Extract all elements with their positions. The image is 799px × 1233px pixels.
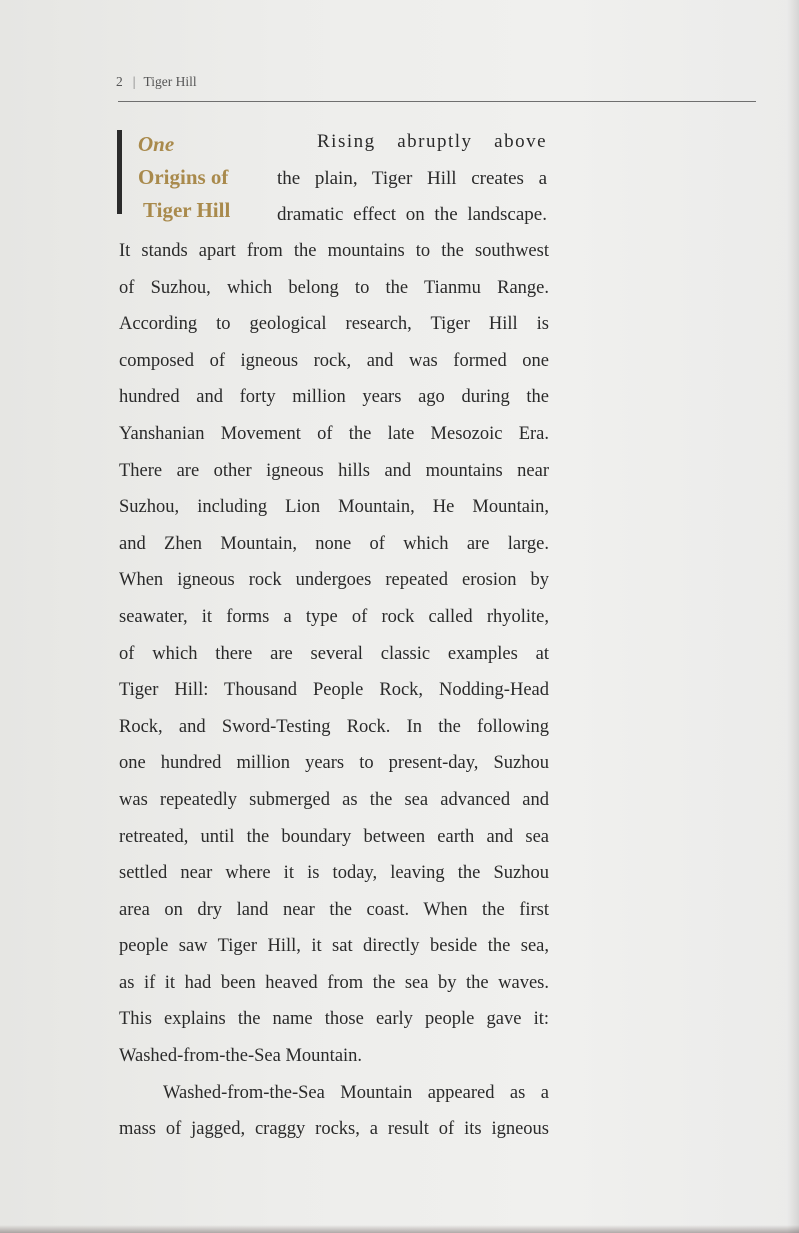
book-title: Tiger Hill: [143, 74, 197, 89]
text-line: Yanshanian Movement of the late Mesozoic Era.: [119, 423, 549, 444]
text-line: hundred and forty million years ago during the: [119, 387, 549, 408]
text-line: Rising abruptly above: [317, 131, 547, 152]
chapter-title-line-1: Origins of: [138, 165, 229, 189]
text-line: as if it had been heaved from the sea by the waves.: [119, 972, 549, 993]
text-line: Suzhou, including Lion Mountain, He Mountain,: [119, 497, 549, 518]
text-line: According to geological research, Tiger Hill is: [119, 314, 549, 335]
page-bottom-edge: [0, 1225, 799, 1233]
header-separator: |: [132, 74, 136, 89]
opening-paragraph-lines: [277, 124, 547, 234]
text-line: dramatic effect on the landscape.: [277, 204, 547, 225]
text-line: This explains the name those early people gave it:: [119, 1009, 549, 1030]
text-line: Washed-from-the-Sea Mountain.: [119, 1046, 363, 1067]
page-edge-shadow: [787, 0, 799, 1233]
text-line: area on dry land near the coast. When the first: [119, 899, 549, 920]
text-line: Tiger Hill: Thousand People Rock, Nodding-Head: [119, 680, 549, 701]
body-text: [119, 233, 549, 1148]
text-line: the plain, Tiger Hill creates a: [277, 167, 547, 189]
text-line: There are other igneous hills and mountains near: [119, 460, 549, 481]
text-line: Washed-from-the-Sea Mountain appeared as a: [163, 1082, 549, 1103]
text-line: Rock, and Sword-Testing Rock. In the following: [119, 716, 549, 737]
chapter-number: One: [138, 132, 175, 156]
chapter-title-line-2: Tiger Hill: [143, 198, 231, 222]
text-line: people saw Tiger Hill, it sat directly beside the sea,: [119, 936, 549, 957]
text-line: retreated, until the boundary between earth and sea: [119, 826, 549, 847]
text-line: mass of jagged, craggy rocks, a result of its igneous: [119, 1119, 549, 1140]
chapter-heading: [117, 128, 257, 222]
text-line: When igneous rock undergoes repeated erosion by: [119, 570, 549, 591]
text-line: composed of igneous rock, and was formed one: [119, 350, 549, 371]
text-line: seawater, it forms a type of rock called rhyolite,: [119, 606, 549, 627]
page-number: 2: [116, 74, 123, 89]
text-line: was repeatedly submerged as the sea advanced and: [119, 789, 549, 810]
running-header: [116, 74, 197, 90]
text-line: and Zhen Mountain, none of which are large.: [119, 533, 549, 554]
header-rule: [118, 101, 756, 102]
text-line: It stands apart from the mountains to the southwest: [119, 241, 549, 261]
text-line: settled near where it is today, leaving the Suzhou: [119, 863, 549, 884]
chapter-bar: [117, 130, 122, 214]
text-line: one hundred million years to present-day, Suzhou: [119, 753, 549, 774]
chapter-title: [138, 128, 230, 227]
text-line: of which there are several classic examples at: [119, 643, 549, 664]
text-line: of Suzhou, which belong to the Tianmu Range.: [119, 277, 549, 298]
